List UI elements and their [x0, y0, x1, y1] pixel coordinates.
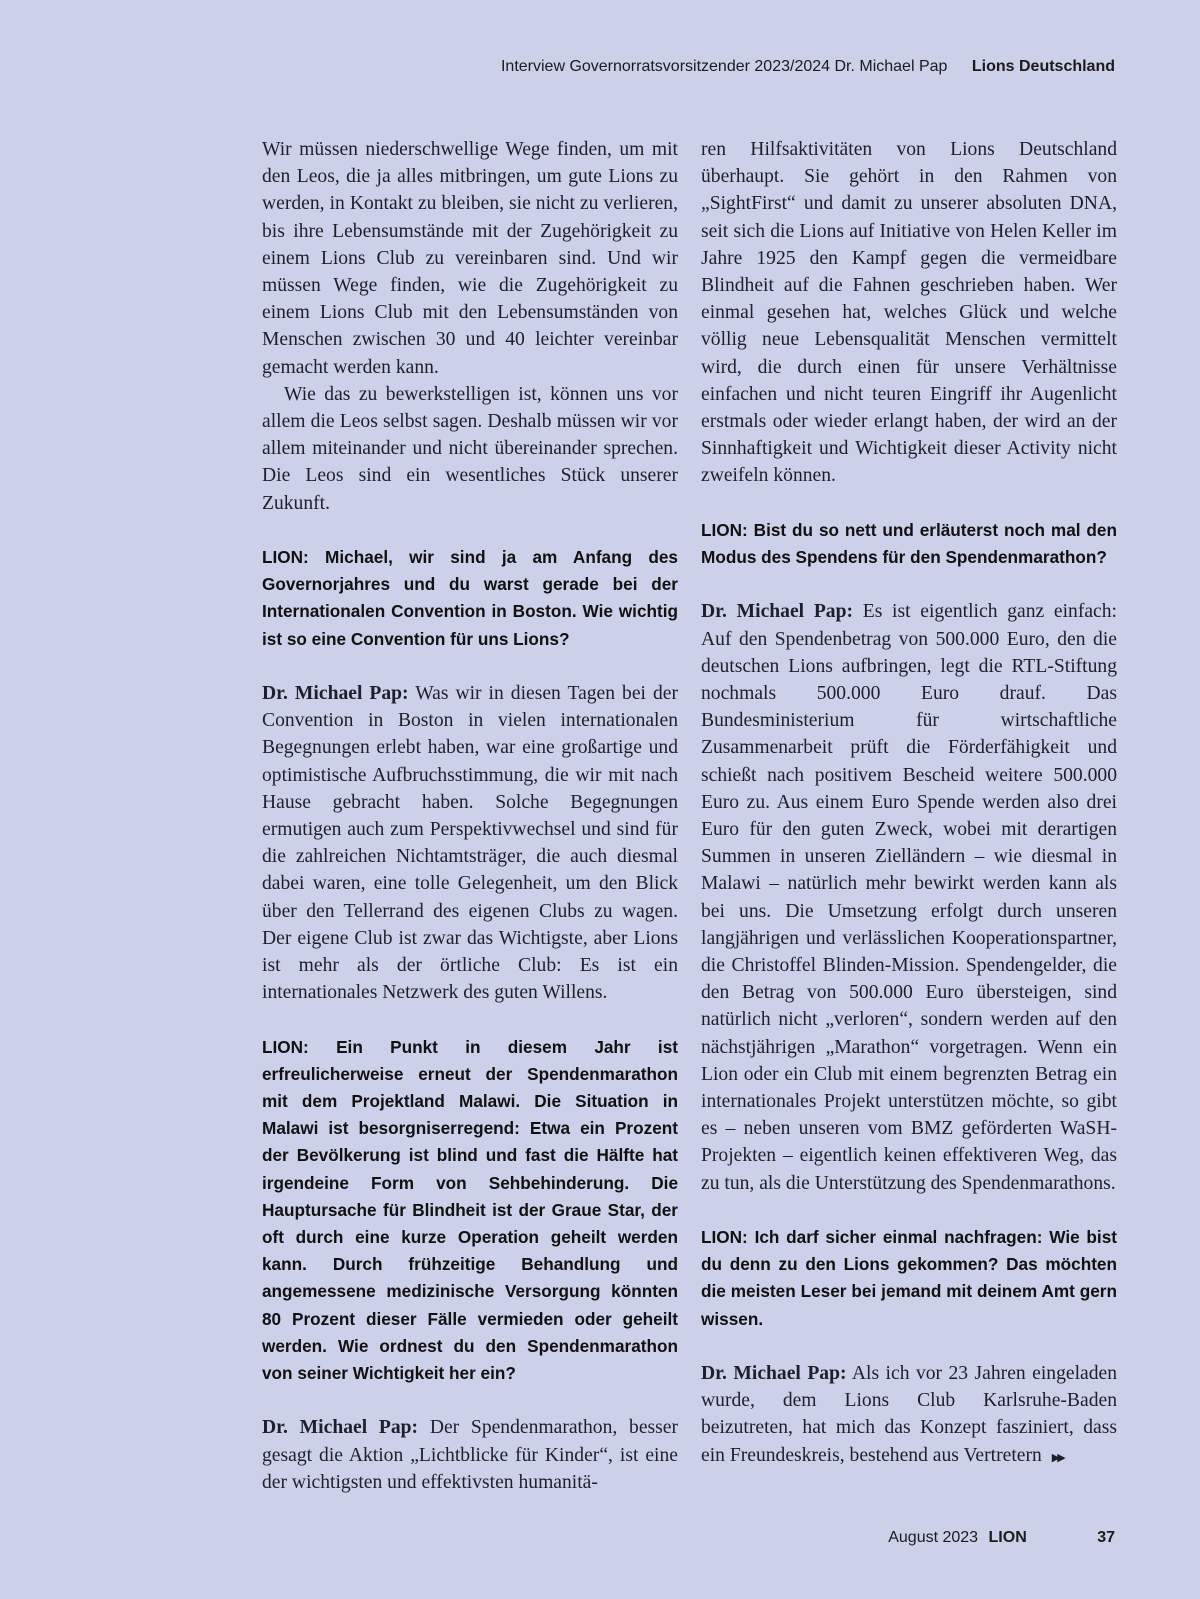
interview-question: LION: Michael, wir sind ja am Anfang des Governorjahres und du warst gerade bei der Internationalen Convention in Boston. Wie wichtig ist so eine Convention für uns Lions? — [262, 547, 678, 649]
left-column — [262, 136, 678, 1496]
interview-question: LION: Ich darf sicher einmal nachfragen: Wie bist du denn zu den Lions gekommen? Das möchten die meisten Leser bei jemand mit deinem Amt gern wissen. — [701, 1227, 1117, 1329]
running-header — [501, 58, 1115, 76]
speaker-name: Dr. Michael Pap: — [262, 683, 409, 705]
running-title: Interview Governorratsvorsitzender 2023/2024 Dr. Michael Pap — [500, 58, 948, 75]
magazine-name: LION — [988, 1529, 1027, 1546]
page-number: 37 — [1097, 1529, 1115, 1546]
answer-text: Als ich vor 23 Jahren eingeladen wurde, dem Lions Club Karlsruhe-Baden beizutreten, hat mich das Konzept fasziniert, dass ein Freundeskreis, bestehend aus Vertretern — [701, 1363, 1117, 1466]
answer-text: Es ist eigentlich ganz einfach: Auf den Spendenbetrag von 500.000 Euro, den die deutschen Lions aufbringen, legt die RTL-Stiftung nochmals 500.000 Euro drauf. Das Bundesministerium für wirtschaftliche Zusammenarbeit prüft die Förderfähigkeit und schießt nach positivem Bescheid weitere 500.000 Euro zu. Aus einem Euro Spende werden also drei Euro für den guten Zweck, wobei mit derartigen Summen in unseren Zielländern – wie diesmal in Malawi – natürlich mehr bewirkt werden kann als bei uns. Die Umsetzung erfolgt durch unseren langjährigen und verlässlichen Kooperationspartner, die Christoffel Blinden-Mission. Spendengelder, die den Betrag von 500.000 Euro übersteigen, sind natürlich nicht „verloren“, sondern werden auf den nächstjährigen „Marathon“ vorgetragen. Wenn ein Lion oder ein Club mit einem begrenzten Betrag ein internationales Projekt unterstützen möchte, so gibt es – neben unseren vom BMZ geförderten WaSH-Projekten – eigentlich keinen effektiveren Weg, das zu tun, als die Unterstützung des Spendenmarathons. — [701, 601, 1117, 1194]
body-paragraph: Wie das zu bewerkstelligen ist, können uns vor allem die Leos selbst sagen. Deshalb müssen wir vor allem miteinander und nicht übereinander sprechen. Die Leos sind ein wesentliches Stück unserer Zukunft. — [262, 383, 678, 514]
interview-answer — [262, 1414, 678, 1496]
body-paragraph: Wir müssen niederschwellige Wege finden, um mit den Leos, die ja alles mitbringen, um gute Lions zu werden, in Kontakt zu bleiben, sie nicht zu verlieren, bis ihre Lebensumstände mit der Zugehörigkeit zu einem Lions Club zu vereinbaren sind. Und wir müssen Wege finden, wie die Zugehörigkeit zu einem Lions Club mit den Lebensumständen von Menschen zwischen 30 und 40 leichter vereinbar gemacht werden kann. — [262, 139, 678, 378]
issue-date: August 2023 — [888, 1529, 979, 1546]
answer-text: Was wir in diesen Tagen bei der Convention in Boston in vielen internationalen Begegnungen erlebt haben, war eine großartige und optimistische Aufbruchsstimmung, die wir mit nach Hause gebracht haben. Solche Begegnungen ermutigen auch zum Perspektivwechsel und sind für die zahlreichen Nichtamtsträger, die auch diesmal dabei waren, eine tolle Gelegenheit, um den Blick über den Tellerrand des eigenen Clubs zu wagen. Der eigene Club ist zwar das Wichtigste, aber Lions ist mehr als der örtliche Club: Es ist ein internationales Netzwerk des guten Willens. — [262, 683, 678, 1004]
interview-answer — [262, 680, 678, 1006]
body-paragraph: ren Hilfsaktivitäten von Lions Deutschland überhaupt. Sie gehört in den Rahmen von „SightFirst“ und damit zu unserer absoluten DNA, seit sich die Lions auf Initiative von Helen Keller im Jahre 1925 den Kampf gegen die vermeidbare Blindheit auf die Fahnen geschrieben haben. Wer einmal gesehen hat, welches Glück und welche völlig neue Lebensqualität Menschen vermittelt wird, die durch einen für unsere Verhältnisse einfachen und nicht teuren Eingriff ihr Augenlicht erstmals oder wieder erlangt haben, der wird an der Sinnhaftigkeit und Wichtigkeit dieser Activity nicht zweifeln können. — [701, 139, 1117, 487]
speaker-name: Dr. Michael Pap: — [701, 1363, 847, 1385]
speaker-name: Dr. Michael Pap: — [701, 601, 854, 623]
publication-name: Lions Deutschland — [971, 58, 1115, 75]
right-column — [701, 136, 1117, 1472]
interview-question: LION: Ein Punkt in diesem Jahr ist erfreulicherweise erneut der Spendenmarathon mit dem Projektland Malawi. Die Situation in Malawi ist besorgniserregend: Etwa ein Prozent der Bevölkerung ist blind und fast die Hälfte hat irgendeine Form von Sehbehinderung. Die Hauptursache für Blindheit ist der Graue Star, der oft durch eine kurze Operation geheilt werden kann. Durch frühzeitige Behandlung und angemessene medizinische Versorgung könnten 80 Prozent dieser Fälle vermieden oder geheilt werden. Wie ordnest du den Spendenmarathon von seiner Wichtigkeit her ein? — [262, 1036, 678, 1384]
interview-answer — [701, 1360, 1117, 1472]
speaker-name: Dr. Michael Pap: — [262, 1417, 419, 1439]
interview-answer — [701, 598, 1117, 1196]
answer-text: Der Spendenmarathon, besser gesagt die Aktion „Lichtblicke für Kinder“, ist eine der wichtigsten und effektivsten humanitä- — [262, 1417, 678, 1493]
interview-question: LION: Bist du so nett und erläuterst noch mal den Modus des Spendens für den Spendenmarathon? — [701, 519, 1117, 568]
page-footer — [888, 1529, 1115, 1547]
continue-arrow-icon: ▶▶ — [1051, 1451, 1063, 1464]
